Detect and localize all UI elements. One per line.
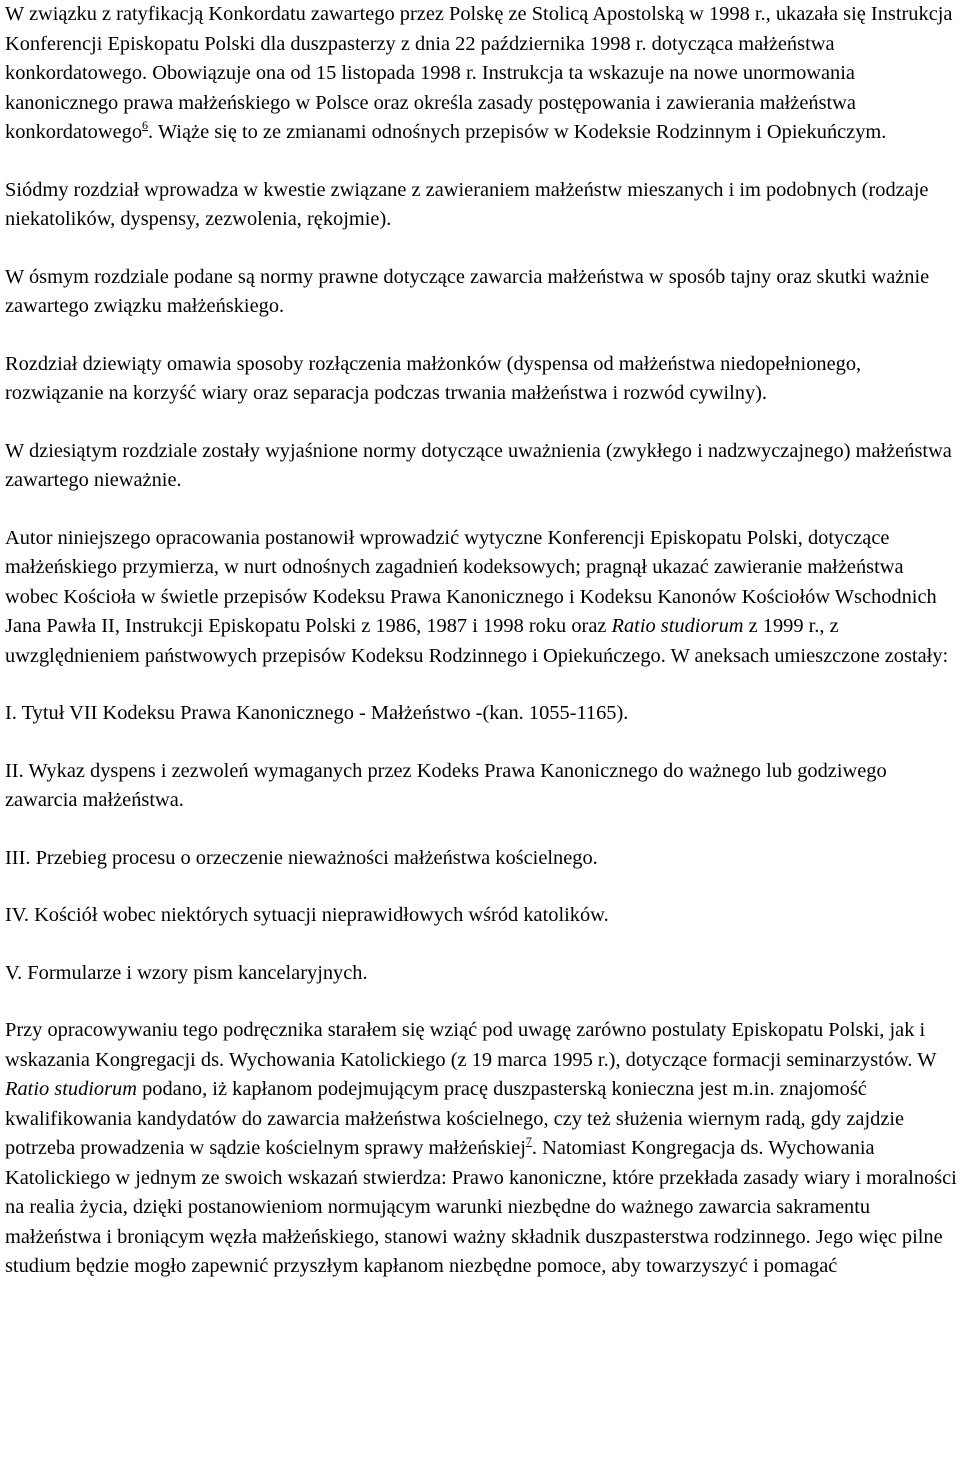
annex-item-2: II. Wykaz dyspens i zezwoleń wymaganych przez Kodeks Prawa Kanonicznego do ważnego lub godziwego zawarcia małżeństwa. bbox=[5, 759, 887, 811]
italic-title: Ratio studiorum bbox=[611, 615, 744, 637]
paragraph-konkordat bbox=[5, 0, 957, 148]
paragraph-chapter-9: Rozdział dziewiąty omawia sposoby rozłączenia małżonków (dyspensa od małżeństwa niedopełnionego, rozwiązanie na korzyść wiary oraz separacja podczas trwania małżeństwa i rozwód cywilny). bbox=[5, 352, 862, 404]
document-page bbox=[5, 0, 957, 1310]
paragraph-text: podano, iż kapłanom podejmującym pracę duszpasterską konieczna jest m.in. znajomość kwalifikowania kandydatów do zawarcia małżeństwa kościelnego, czy też służenia wiernym radą, gdy zajdzie potrzeba prowadzenia w sądzie kościelnym sprawy małżeńskiej bbox=[5, 1078, 905, 1159]
paragraph-text: Przy opracowywaniu tego podręcznika starałem się wziąć pod uwagę zarówno postulaty Episkopatu Polski, jak i wskazania Kongregacji ds. Wychowania Katolickiego (z 19 marca 1995 r.), dotyczące formacji seminarzystów. W bbox=[5, 1019, 937, 1071]
paragraph-text: W związku z ratyfikacją Konkordatu zawartego przez Polskę ze Stolicą Apostolską w 1998 r., ukazała się Instrukcja Konferencji Episkopatu Polski dla duszpasterzy z dnia 22 października 1998 r. dotycząca małżeństwa konkordatowego. Obowiązuje ona od 15 listopada 1998 r. Instrukcja ta wskazuje na nowe unormowania kanonicznego prawa małżeńskiego w Polsce oraz określa zasady postępowania i zawierania małżeństwa konkordatowego bbox=[5, 3, 953, 143]
italic-title: Ratio studiorum bbox=[5, 1078, 137, 1100]
footnote-ref-7[interactable]: 7 bbox=[525, 1134, 532, 1148]
footnote-ref-6[interactable]: 6 bbox=[142, 118, 149, 132]
annex-item-4: IV. Kościół wobec niektórych sytuacji nieprawidłowych wśród katolików. bbox=[5, 904, 609, 926]
paragraph-chapter-10: W dziesiątym rozdziale zostały wyjaśnione normy dotyczące uważnienia (zwykłego i nadzwyczajnego) małżeństwa zawartego nieważnie. bbox=[5, 439, 952, 491]
paragraph-text: . Natomiast Kongregacja ds. Wychowania Katolickiego w jednym ze swoich wskazań stwierdza: Prawo kanoniczne, które przekłada zasady wiary i moralności na realia życia, dzięki postanowieniom normującym warunki niezbędne do ważnego zawarcia sakramentu małżeństwa i broniącym węzła małżeńskiego, stanowi ważny składnik duszpasterstwa rodzinnego. Jego więc pilne studium będzie mogło zapewnić przyszłym kapłanom niezbędne pomoce, aby towarzyszyć i pomagać bbox=[5, 1137, 957, 1277]
paragraph-text: . Wiąże się to ze zmianami odnośnych przepisów w Kodeksie Rodzinnym i Opiekuńczym. bbox=[148, 121, 887, 143]
paragraph-author bbox=[5, 524, 957, 672]
paragraph-text: Autor niniejszego opracowania postanowił wprowadzić wytyczne Konferencji Episkopatu Polski, dotyczące małżeńskiego przymierza, w nurt odnośnych zagadnień kodeksowych; pragnął ukazać zawieranie małżeństwa wobec Kościoła w świetle przepisów Kodeksu Prawa Kanonicznego i Kodeksu Kanonów Kościołów Wschodnich Jana Pawła II, Instrukcji Episkopatu Polski z 1986, 1987 i 1998 roku oraz bbox=[5, 526, 937, 637]
annex-item-3: III. Przebieg procesu o orzeczenie nieważności małżeństwa kościelnego. bbox=[5, 846, 598, 869]
paragraph-handbook bbox=[5, 1016, 957, 1282]
annex-item-5: V. Formularze i wzory pism kancelaryjnych. bbox=[5, 961, 368, 984]
paragraph-chapter-7: Siódmy rozdział wprowadza w kwestie związane z zawieraniem małżeństw mieszanych i im podobnych (rodzaje niekatolików, dyspensy, zezwolenia, rękojmie). bbox=[5, 178, 929, 230]
paragraph-text: z 1999 r., z uwzględnieniem państwowych przepisów Kodeksu Rodzinnego i Opiekuńczego. W aneksach umieszczone zostały: bbox=[5, 615, 949, 667]
paragraph-chapter-8: W ósmym rozdziale podane są normy prawne dotyczące zawarcia małżeństwa w sposób tajny oraz skutki ważnie zawartego związku małżeńskiego. bbox=[5, 265, 930, 317]
annex-item-1: I. Tytuł VII Kodeksu Prawa Kanonicznego - Małżeństwo -(kan. 1055-1165). bbox=[5, 702, 629, 724]
